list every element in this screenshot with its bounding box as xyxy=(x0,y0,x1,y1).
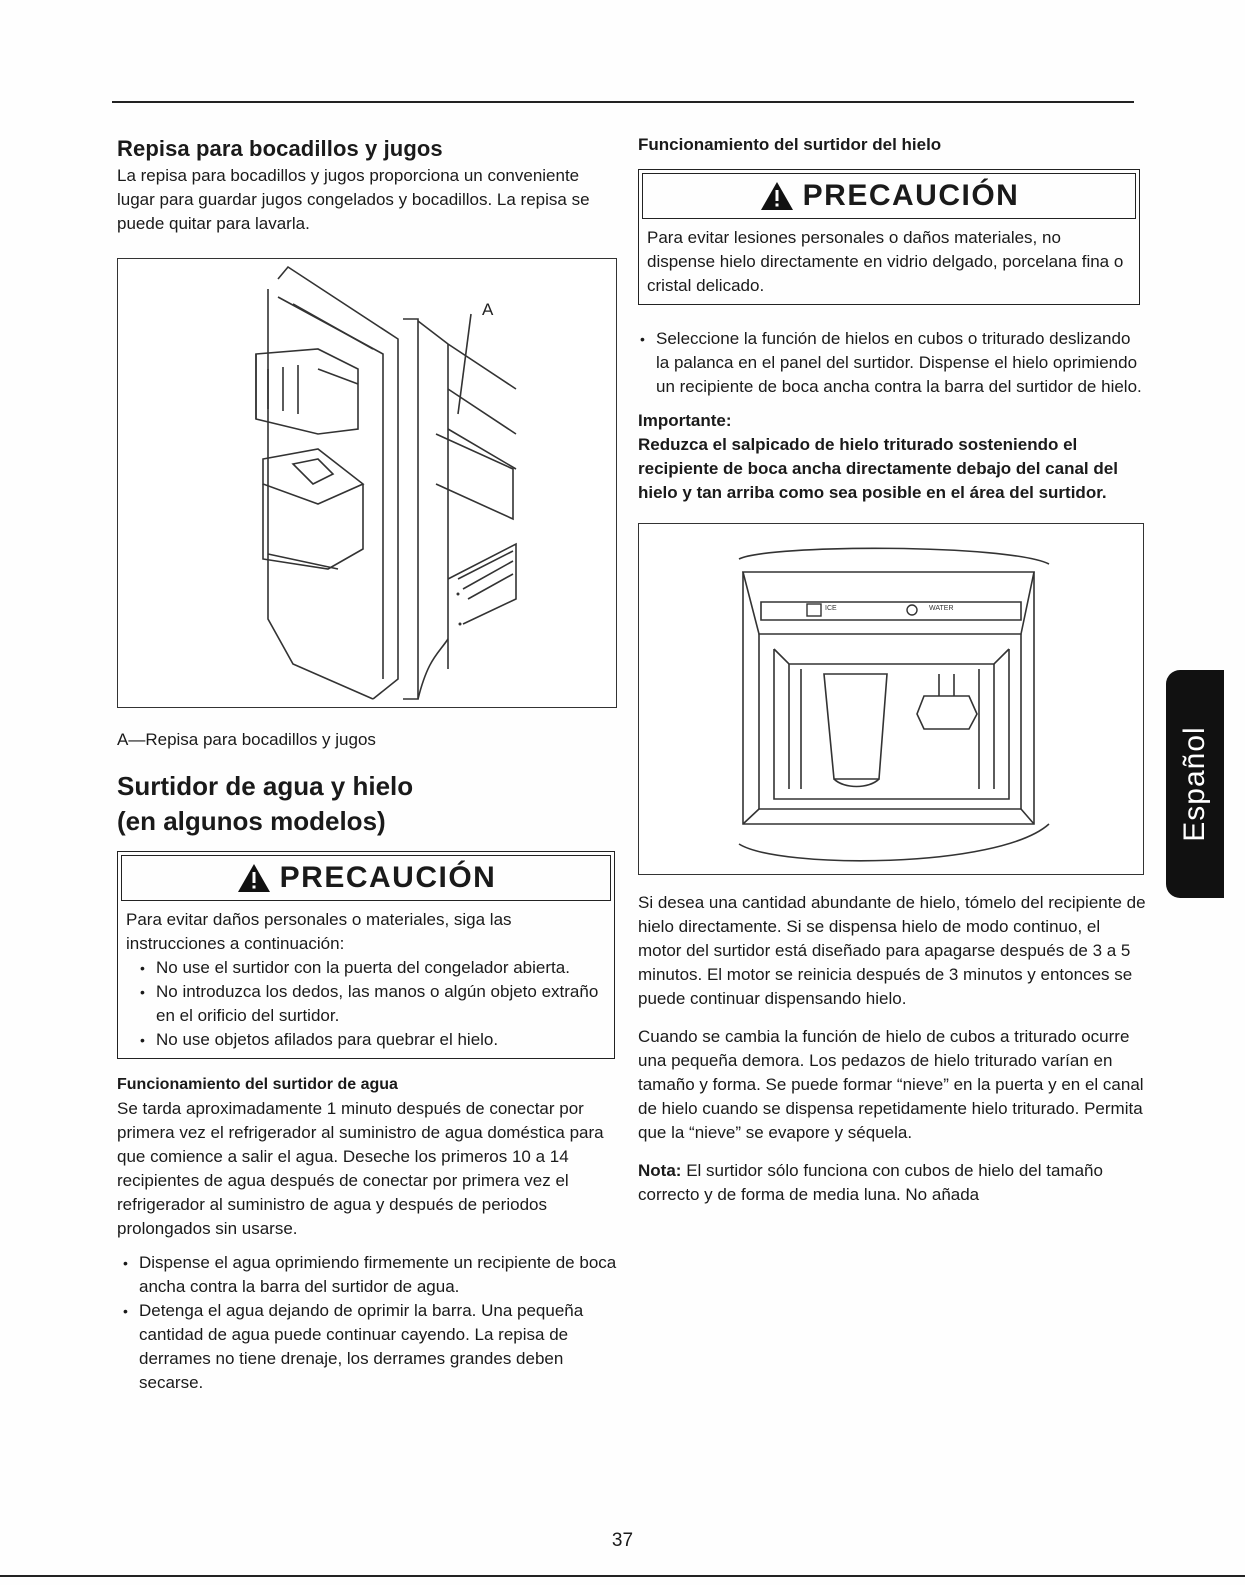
water-heading: Funcionamiento del surtidor de agua xyxy=(117,1076,398,1093)
page-number: 37 xyxy=(611,1530,634,1551)
panel-water-label: WATER xyxy=(929,605,954,612)
warning-icon xyxy=(759,180,795,212)
dispenser-heading-2: (en algunos modelos) xyxy=(117,806,386,836)
water-body: Se tarda aproximadamente 1 minuto después de conectar por primera vez el refrigerador al suministro de agua doméstica para que comience a salir el agua. Deseche los primeros 10 a 14 recipientes de agua después de conectar por primera vez el refrigerador al suministro de agua y después de periodos prolongados sin usarse. xyxy=(117,1099,604,1238)
shelf-body: La repisa para bocadillos y jugos proporciona un conveniente lugar para guardar jugos congelados y bocadillos. La repisa se puede quitar para lavarla. xyxy=(117,166,590,233)
side-tab-label: Español xyxy=(1178,726,1211,842)
caution-box-2 xyxy=(638,169,1140,305)
caution-title: PRECAUCIÓN xyxy=(802,179,1020,212)
dispenser-figure xyxy=(638,523,1144,875)
shelf-heading: Repisa para bocadillos y jugos xyxy=(117,136,443,161)
note xyxy=(638,1159,1148,1207)
important-label: Importante: xyxy=(638,411,732,430)
figure1-callout: A xyxy=(482,300,494,319)
warning-icon xyxy=(236,862,272,894)
caution-intro: Para evitar daños personales o materiales, siga las instrucciones a continuación: xyxy=(126,910,512,953)
caution-title-row xyxy=(121,855,611,901)
ice-heading: Funcionamiento del surtidor del hielo xyxy=(638,135,942,154)
caution-item: • No use objetos afilados para quebrar el hielo. xyxy=(156,1028,606,1052)
dispenser-illustration xyxy=(639,524,1143,874)
bottom-rule xyxy=(0,1575,1245,1577)
caution-box-1 xyxy=(117,851,615,1059)
caution-item: • No use el surtidor con la puerta del congelador abierta. xyxy=(156,956,606,980)
water-bullet: • Detenga el agua dejando de oprimir la barra. Una pequeña cantidad de agua puede continuar cayendo. La repisa de derrames no tiene drenaje, los derrames grandes deben secarse. xyxy=(139,1299,617,1395)
water-bullet: • Dispense el agua oprimiendo firmemente un recipiente de boca ancha contra la barra del surtidor de agua. xyxy=(139,1251,617,1299)
caution-item: • No introduzca los dedos, las manos o algún objeto extraño en el orificio del surtidor. xyxy=(156,980,606,1028)
caution-title: PRECAUCIÓN xyxy=(279,861,497,894)
para-crushed-ice: Cuando se cambia la función de hielo de cubos a triturado ocurre una pequeña demora. Los pedazos de hielo triturado varían en tamaño y forma. Se puede formar “nieve” en la puerta y en el canal de hielo cuando se dispensa repetidamente hielo triturado. Permita que la “nieve” se evapore y séquela. xyxy=(638,1027,1144,1142)
dispenser-heading-1: Surtidor de agua y hielo xyxy=(117,771,414,801)
note-label: Nota: xyxy=(638,1161,682,1180)
refrigerator-door-illustration xyxy=(118,259,616,707)
shelf-figure xyxy=(117,258,617,708)
caution-title-row xyxy=(642,173,1136,219)
caution-body: Para evitar lesiones personales o daños materiales, no dispense hielo directamente en vidrio delgado, porcelana fina o cristal delicado. xyxy=(647,228,1124,295)
language-side-tab xyxy=(1166,670,1224,898)
ice-bullet: • Seleccione la función de hielos en cubos o triturado deslizando la palanca en el panel del surtidor. Dispense el hielo oprimiendo un recipiente de boca ancha contra la barra del surtidor de hielo. xyxy=(656,327,1148,399)
note-body: El surtidor sólo funciona con cubos de hielo del tamaño correcto y de forma de media luna. No añada xyxy=(638,1161,1103,1204)
left-column xyxy=(117,136,617,1395)
para-abundant-ice: Si desea una cantidad abundante de hielo, tómelo del recipiente de hielo directamente. Si se dispensa hielo de modo continuo, el motor del surtidor está diseñado para apagarse después de 3 a 5 minutos. El motor se reinicia después de 3 minutos y entonces se puede continuar dispensando hielo. xyxy=(638,893,1146,1008)
panel-ice-label: ICE xyxy=(825,605,837,612)
figure1-caption: A—Repisa para bocadillos y jugos xyxy=(117,730,376,749)
right-column xyxy=(638,133,1148,1207)
important-body: Reduzca el salpicado de hielo triturado sosteniendo el recipiente de boca ancha directamente debajo del canal del hielo y tan arriba como sea posible en el área del surtidor. xyxy=(638,435,1118,502)
top-rule xyxy=(112,101,1134,103)
